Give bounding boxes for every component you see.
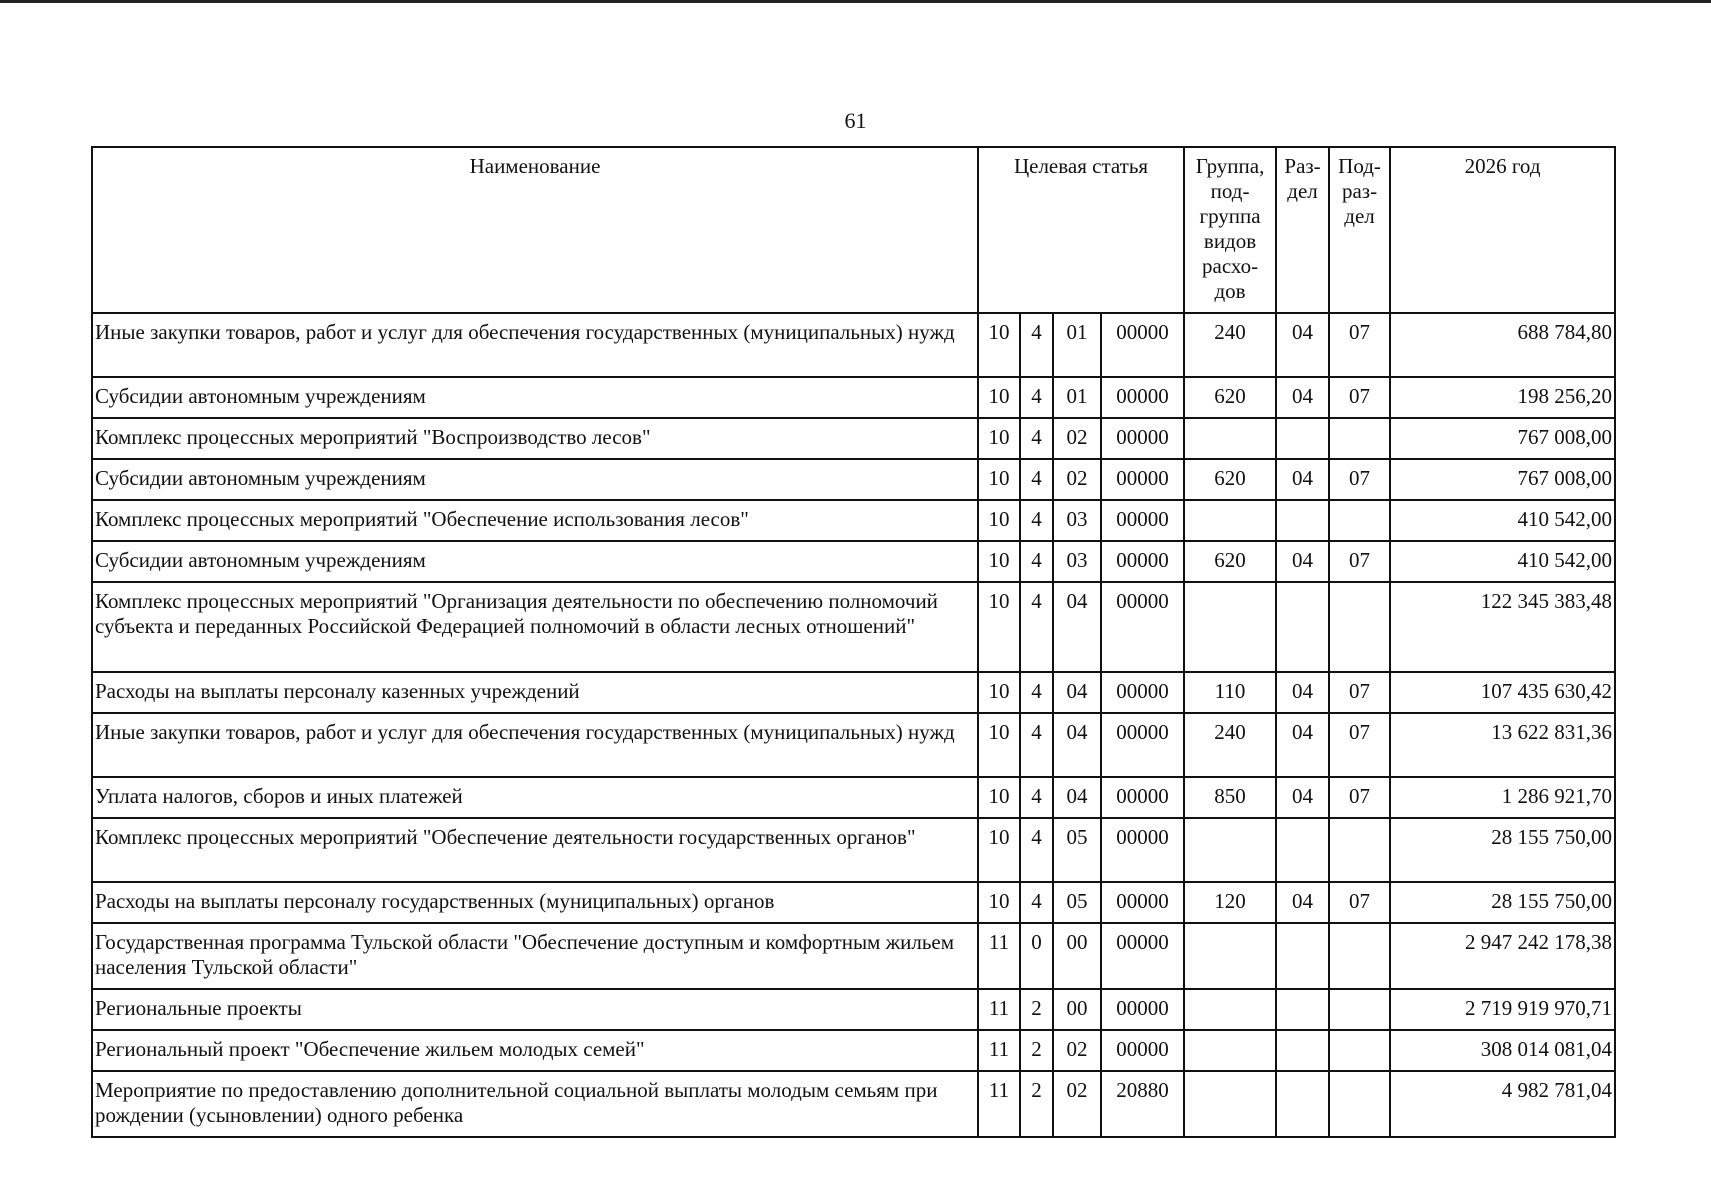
- row-name: Расходы на выплаты персоналу государственных (муниципальных) органов: [92, 882, 978, 923]
- row-code-subprogram: 04: [1053, 777, 1101, 818]
- row-razdel: [1276, 923, 1329, 989]
- row-code-direction: 00000: [1101, 418, 1184, 459]
- row-razdel: [1276, 818, 1329, 882]
- row-name: Расходы на выплаты персоналу казенных учреждений: [92, 672, 978, 713]
- row-code-type: 4: [1020, 500, 1053, 541]
- table-row: [92, 672, 1615, 713]
- row-group: 620: [1184, 377, 1276, 418]
- row-code-program: 11: [978, 923, 1020, 989]
- row-group: [1184, 1071, 1276, 1137]
- row-code-program: 10: [978, 541, 1020, 582]
- row-group: 240: [1184, 713, 1276, 777]
- row-code-subprogram: 03: [1053, 500, 1101, 541]
- page-number: 61: [844, 108, 867, 133]
- row-code-program: 10: [978, 582, 1020, 672]
- table-row: [92, 500, 1615, 541]
- row-podrazdel: [1329, 818, 1390, 882]
- row-code-type: 4: [1020, 541, 1053, 582]
- row-code-subprogram: 00: [1053, 989, 1101, 1030]
- row-code-subprogram: 02: [1053, 418, 1101, 459]
- row-code-direction: 00000: [1101, 541, 1184, 582]
- row-code-program: 10: [978, 377, 1020, 418]
- row-amount: 1 286 921,70: [1390, 777, 1615, 818]
- table-row: [92, 377, 1615, 418]
- row-amount: 198 256,20: [1390, 377, 1615, 418]
- row-group: 120: [1184, 882, 1276, 923]
- row-razdel: 04: [1276, 541, 1329, 582]
- row-name: Иные закупки товаров, работ и услуг для обеспечения государственных (муниципальных) нужд: [92, 313, 978, 377]
- row-code-direction: 00000: [1101, 500, 1184, 541]
- row-razdel: 04: [1276, 882, 1329, 923]
- row-podrazdel: 07: [1329, 882, 1390, 923]
- row-razdel: [1276, 1071, 1329, 1137]
- row-code-subprogram: 00: [1053, 923, 1101, 989]
- table-row: [92, 541, 1615, 582]
- row-code-type: 4: [1020, 882, 1053, 923]
- row-code-subprogram: 01: [1053, 377, 1101, 418]
- row-name: Комплекс процессных мероприятий "Организация деятельности по обеспечению полномочий субъекта и переданных Российской Федерацией полномочий в области лесных отношений": [92, 582, 978, 672]
- row-podrazdel: [1329, 582, 1390, 672]
- row-podrazdel: 07: [1329, 777, 1390, 818]
- row-group: 110: [1184, 672, 1276, 713]
- row-code-direction: 00000: [1101, 713, 1184, 777]
- row-razdel: [1276, 989, 1329, 1030]
- row-amount: 13 622 831,36: [1390, 713, 1615, 777]
- row-code-subprogram: 04: [1053, 582, 1101, 672]
- row-code-type: 4: [1020, 713, 1053, 777]
- row-amount: 308 014 081,04: [1390, 1030, 1615, 1071]
- row-razdel: 04: [1276, 672, 1329, 713]
- row-name: Комплекс процессных мероприятий "Обеспечение использования лесов": [92, 500, 978, 541]
- row-amount: 107 435 630,42: [1390, 672, 1615, 713]
- row-code-program: 10: [978, 818, 1020, 882]
- row-podrazdel: [1329, 500, 1390, 541]
- header-podrazdel: Под-раз-дел: [1329, 147, 1390, 313]
- row-name: Мероприятие по предоставлению дополнительной социальной выплаты молодым семьям при рождении (усыновлении) одного ребенка: [92, 1071, 978, 1137]
- row-code-program: 10: [978, 418, 1020, 459]
- row-code-program: 10: [978, 777, 1020, 818]
- row-razdel: [1276, 1030, 1329, 1071]
- row-code-subprogram: 05: [1053, 882, 1101, 923]
- row-code-subprogram: 02: [1053, 1030, 1101, 1071]
- table-row: [92, 818, 1615, 882]
- row-name: Государственная программа Тульской области "Обеспечение доступным и комфортным жильем населения Тульской области": [92, 923, 978, 989]
- row-code-subprogram: 02: [1053, 1071, 1101, 1137]
- row-group: 240: [1184, 313, 1276, 377]
- row-amount: 688 784,80: [1390, 313, 1615, 377]
- header-row: [92, 147, 1615, 313]
- row-amount: 28 155 750,00: [1390, 882, 1615, 923]
- row-group: [1184, 500, 1276, 541]
- row-podrazdel: [1329, 923, 1390, 989]
- row-amount: 410 542,00: [1390, 500, 1615, 541]
- row-group: 620: [1184, 541, 1276, 582]
- row-podrazdel: 07: [1329, 313, 1390, 377]
- row-code-type: 4: [1020, 582, 1053, 672]
- row-amount: 767 008,00: [1390, 418, 1615, 459]
- row-code-program: 11: [978, 989, 1020, 1030]
- row-amount: 2 947 242 178,38: [1390, 923, 1615, 989]
- row-code-direction: 00000: [1101, 1030, 1184, 1071]
- row-group: [1184, 418, 1276, 459]
- row-group: [1184, 923, 1276, 989]
- row-code-program: 10: [978, 672, 1020, 713]
- table-row: [92, 313, 1615, 377]
- budget-table: [91, 146, 1616, 1138]
- row-code-type: 4: [1020, 818, 1053, 882]
- header-razdel: Раз-дел: [1276, 147, 1329, 313]
- row-group: [1184, 989, 1276, 1030]
- table-row: [92, 1030, 1615, 1071]
- row-amount: 28 155 750,00: [1390, 818, 1615, 882]
- row-code-type: 4: [1020, 313, 1053, 377]
- row-code-subprogram: 03: [1053, 541, 1101, 582]
- row-amount: 410 542,00: [1390, 541, 1615, 582]
- row-code-direction: 00000: [1101, 818, 1184, 882]
- header-target: Целевая статья: [978, 147, 1184, 313]
- row-podrazdel: [1329, 1030, 1390, 1071]
- header-group: Группа, под-группа видов расхо-дов: [1184, 147, 1276, 313]
- row-code-direction: 00000: [1101, 672, 1184, 713]
- table-row: [92, 923, 1615, 989]
- row-razdel: 04: [1276, 377, 1329, 418]
- row-name: Субсидии автономным учреждениям: [92, 459, 978, 500]
- table-row: [92, 459, 1615, 500]
- row-code-direction: 00000: [1101, 582, 1184, 672]
- row-code-type: 4: [1020, 672, 1053, 713]
- row-code-type: 4: [1020, 377, 1053, 418]
- row-code-direction: 00000: [1101, 777, 1184, 818]
- table-row: [92, 713, 1615, 777]
- row-code-subprogram: 05: [1053, 818, 1101, 882]
- row-podrazdel: 07: [1329, 377, 1390, 418]
- row-razdel: 04: [1276, 313, 1329, 377]
- row-razdel: [1276, 418, 1329, 459]
- top-rule: [0, 0, 1711, 3]
- row-group: [1184, 1030, 1276, 1071]
- row-razdel: [1276, 500, 1329, 541]
- row-amount: 767 008,00: [1390, 459, 1615, 500]
- row-razdel: 04: [1276, 459, 1329, 500]
- row-razdel: 04: [1276, 777, 1329, 818]
- row-code-program: 11: [978, 1071, 1020, 1137]
- row-code-program: 10: [978, 500, 1020, 541]
- row-name: Комплекс процессных мероприятий "Обеспечение деятельности государственных органов": [92, 818, 978, 882]
- header-year: 2026 год: [1390, 147, 1615, 313]
- row-razdel: 04: [1276, 713, 1329, 777]
- row-group: [1184, 818, 1276, 882]
- header-name: Наименование: [92, 147, 978, 313]
- row-amount: 2 719 919 970,71: [1390, 989, 1615, 1030]
- table-row: [92, 1071, 1615, 1137]
- row-code-program: 10: [978, 459, 1020, 500]
- row-code-direction: 00000: [1101, 882, 1184, 923]
- table-row: [92, 418, 1615, 459]
- row-group: 850: [1184, 777, 1276, 818]
- row-amount: 4 982 781,04: [1390, 1071, 1615, 1137]
- row-podrazdel: [1329, 418, 1390, 459]
- row-podrazdel: [1329, 989, 1390, 1030]
- row-code-type: 4: [1020, 459, 1053, 500]
- row-podrazdel: [1329, 1071, 1390, 1137]
- row-name: Субсидии автономным учреждениям: [92, 377, 978, 418]
- row-code-subprogram: 04: [1053, 672, 1101, 713]
- row-code-program: 10: [978, 713, 1020, 777]
- row-code-program: 10: [978, 882, 1020, 923]
- row-code-direction: 00000: [1101, 989, 1184, 1030]
- table-row: [92, 582, 1615, 672]
- row-podrazdel: 07: [1329, 672, 1390, 713]
- table-row: [92, 989, 1615, 1030]
- table-row: [92, 882, 1615, 923]
- row-name: Региональный проект "Обеспечение жильем молодых семей": [92, 1030, 978, 1071]
- row-code-direction: 20880: [1101, 1071, 1184, 1137]
- row-code-type: 4: [1020, 777, 1053, 818]
- row-razdel: [1276, 582, 1329, 672]
- row-podrazdel: 07: [1329, 459, 1390, 500]
- row-name: Региональные проекты: [92, 989, 978, 1030]
- row-podrazdel: 07: [1329, 713, 1390, 777]
- row-code-type: 2: [1020, 1030, 1053, 1071]
- row-code-direction: 00000: [1101, 377, 1184, 418]
- row-code-direction: 00000: [1101, 313, 1184, 377]
- row-code-subprogram: 04: [1053, 713, 1101, 777]
- row-name: Иные закупки товаров, работ и услуг для обеспечения государственных (муниципальных) нужд: [92, 713, 978, 777]
- row-code-subprogram: 01: [1053, 313, 1101, 377]
- row-name: Уплата налогов, сборов и иных платежей: [92, 777, 978, 818]
- row-code-direction: 00000: [1101, 923, 1184, 989]
- row-code-direction: 00000: [1101, 459, 1184, 500]
- row-group: 620: [1184, 459, 1276, 500]
- row-name: Комплекс процессных мероприятий "Воспроизводство лесов": [92, 418, 978, 459]
- row-code-type: 0: [1020, 923, 1053, 989]
- row-group: [1184, 582, 1276, 672]
- row-code-program: 11: [978, 1030, 1020, 1071]
- row-code-type: 2: [1020, 1071, 1053, 1137]
- row-code-type: 2: [1020, 989, 1053, 1030]
- table-row: [92, 777, 1615, 818]
- row-code-subprogram: 02: [1053, 459, 1101, 500]
- row-code-program: 10: [978, 313, 1020, 377]
- row-podrazdel: 07: [1329, 541, 1390, 582]
- row-amount: 122 345 383,48: [1390, 582, 1615, 672]
- row-code-type: 4: [1020, 418, 1053, 459]
- row-name: Субсидии автономным учреждениям: [92, 541, 978, 582]
